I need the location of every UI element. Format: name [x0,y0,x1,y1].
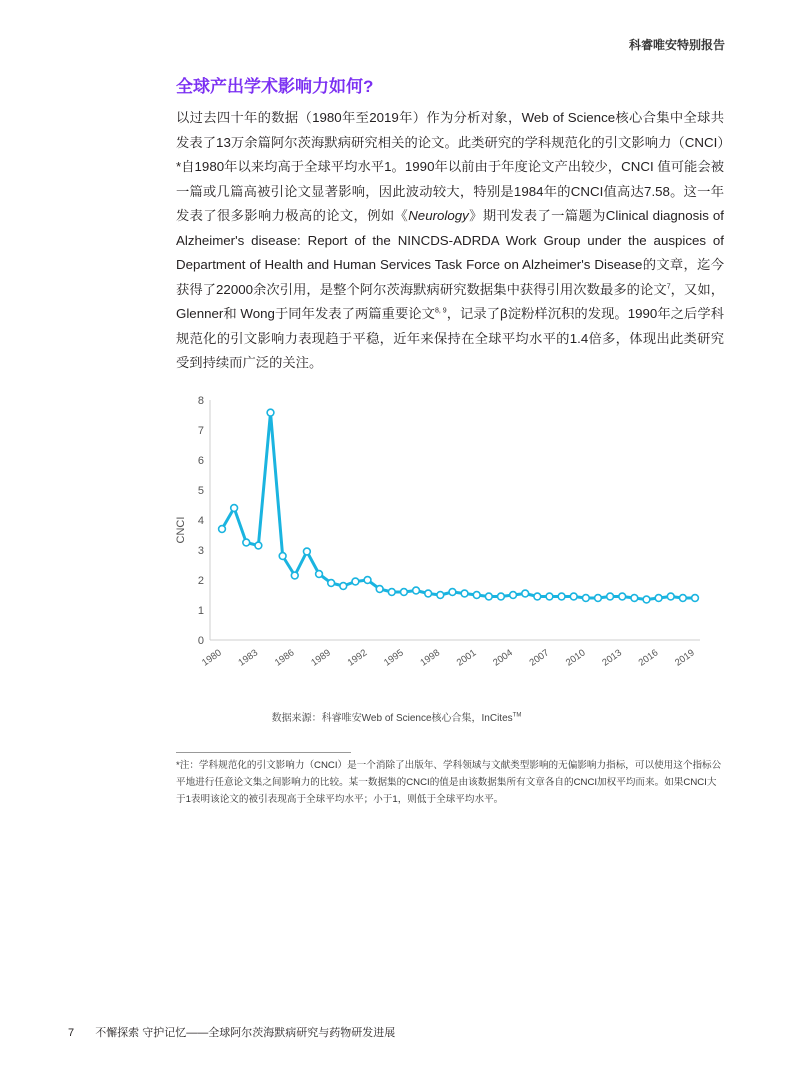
x-tick-label: 2013 [600,647,624,669]
data-point [449,589,456,596]
data-point [643,596,650,603]
x-tick-label: 2004 [491,647,515,669]
data-point [534,593,541,600]
body-paragraph [176,106,724,376]
series-line [222,413,695,600]
x-tick-label: 1980 [200,647,224,669]
data-point [267,409,274,416]
data-point [401,589,408,596]
data-point [376,586,383,593]
data-point [522,590,529,597]
data-point [655,595,662,602]
data-point [291,572,298,579]
data-point [558,593,565,600]
x-tick-label: 1989 [309,647,333,669]
data-point [498,593,505,600]
data-point [582,595,589,602]
data-point [243,539,250,546]
y-tick-label: 1 [197,605,204,617]
x-tick-label: 2016 [636,647,661,669]
cnci-line-chart [170,390,720,690]
x-tick-label: 2007 [527,647,552,669]
data-point [328,580,335,587]
data-point [279,553,286,560]
y-tick-label: 5 [197,485,204,497]
data-source-text: 数据来源：科睿唯安Web of Science核心合集，InCites [271,713,513,724]
y-tick-label: 2 [197,575,204,587]
data-point [510,592,517,599]
data-point [340,583,347,590]
data-point [473,592,480,599]
body-text-part: 》期刊发表了一篇题为Clinical diagnosis of Alzheimer's disease: Report of the NINCDS-ADRDA Work Group under the auspices of Department of Health and Human Services Task Force on Alzheimer's Disease的文章，迄今获得了22000余次引用，是整个阿尔茨海默病研究数据集中获得引用次数最多的论文 [176,208,724,297]
data-point [546,593,553,600]
data-point [231,505,238,512]
data-point [303,548,310,555]
data-point [413,587,420,594]
body-text-part: 以过去四十年的数据（1980年至2019年）作为分析对象，Web of Science核心合集中全球共发表了13万余篇阿尔茨海默病研究相关的论文。此类研究的学科规范化的引文影响力（CNCI）*自1980年以来均高于全球平均水平1。1990年以前由于年度论文产出较少，CNCI 值可能会被一篇或几篇高被引论文显著影响，因此波动较大，特别是1984年的CNCI值高达7.58。这一年发表了很多影响力极高的论文，例如《 [176,110,724,223]
page-footer [68,1024,395,1040]
x-tick-label: 2019 [673,647,697,669]
y-tick-label: 8 [197,395,204,407]
data-source [0,709,793,724]
y-tick-label: 6 [197,455,204,467]
y-tick-label: 3 [197,545,204,557]
reference-mark: 8, 9 [434,307,447,315]
data-point [570,593,577,600]
data-point [219,526,226,533]
y-axis-label: CNCI [175,516,187,544]
data-point [437,592,444,599]
data-point [595,595,602,602]
data-point [316,571,323,578]
data-point [388,589,395,596]
footnote-divider [176,752,351,753]
x-tick-label: 1992 [345,647,370,669]
reference-mark: 7 [666,283,671,291]
page-number: 7 [68,1027,75,1039]
y-tick-label: 4 [197,515,204,527]
data-point [631,595,638,602]
data-point [352,578,359,585]
x-tick-label: 2001 [454,647,479,669]
y-tick-label: 0 [197,635,204,647]
data-point [607,593,614,600]
journal-name: Neurology [408,208,469,223]
data-point [255,542,262,549]
data-point [692,595,699,602]
footnote: *注：学科规范化的引文影响力（CNCI）是一个消除了出版年、学科领域与文献类型影响的无偏影响力指标，可以使用这个指标公平地进行任意论文集之间影响力的比较。某一数据集的CNCI的值是由该数据集所有文章各自的CNCI加权平均而来。如果CNCI大于1表明该论文的被引表现高于全球平均水平；小于1，则低于全球平均水平。 [176,760,722,805]
x-tick-label: 1983 [236,647,261,669]
y-tick-label: 7 [197,425,204,437]
body-text-part: ，记录了β淀粉样沉积的发现。1990年之后学科规范化的引文影响力表现趋于平稳，近年来保持在全球平均水平的1.4倍多，体现出此类研究受到持续而广泛的关注。 [176,306,724,370]
x-tick-label: 2010 [563,647,588,669]
data-point [679,595,686,602]
x-tick-label: 1995 [382,647,406,669]
data-point [461,590,468,597]
footer-title: 不懈探索 守护记忆——全球阿尔茨海默病研究与药物研发进展 [95,1027,396,1039]
data-point [667,593,674,600]
data-point [619,593,626,600]
data-point [485,593,492,600]
data-point [425,590,432,597]
x-tick-label: 1986 [272,647,297,669]
report-header: 科睿唯安特别报告 [628,38,725,52]
x-tick-label: 1998 [418,647,443,669]
trademark-mark: TM [512,712,522,719]
data-point [364,577,371,584]
section-title: 全球产出学术影响力如何? [176,77,374,96]
body-text-part: ，又如，Glenner和 Wong于同年发表了两篇重要论文 [176,281,724,321]
